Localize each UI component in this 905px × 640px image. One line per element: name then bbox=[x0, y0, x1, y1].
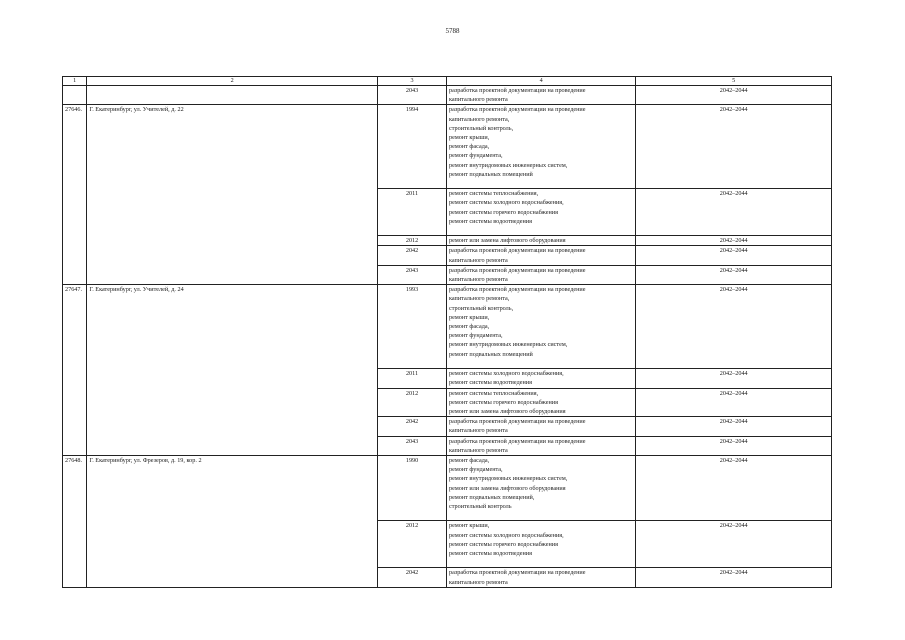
row-number: 27648. bbox=[63, 455, 87, 587]
period-cell: 2042–2044 bbox=[636, 285, 832, 369]
work-item: разработка проектной документации на проведение bbox=[448, 286, 586, 294]
work-item: строительный контроль bbox=[448, 502, 512, 510]
period-cell: 2042–2044 bbox=[636, 568, 832, 587]
work-item: разработка проектной документации на проведение bbox=[448, 106, 586, 114]
work-item: ремонт или замена лифтового оборудования bbox=[448, 237, 566, 245]
work-item: ремонт фасада, bbox=[448, 143, 490, 151]
page-number: 5788 bbox=[445, 27, 460, 35]
works-cell bbox=[446, 388, 635, 417]
work-item: ремонт системы холодного водоснабжения, bbox=[448, 531, 564, 539]
repair-schedule-table bbox=[62, 76, 832, 588]
table-header-row bbox=[63, 77, 832, 86]
table-row bbox=[63, 105, 832, 189]
period-cell: 2042–2044 bbox=[636, 265, 832, 284]
period-cell: 2042–2044 bbox=[636, 388, 832, 417]
year-cell: 2042 bbox=[378, 246, 447, 265]
work-item: капитального ремонта bbox=[448, 96, 508, 104]
work-item: разработка проектной документации на проведение bbox=[448, 418, 586, 426]
work-item: строительный контроль, bbox=[448, 304, 514, 312]
period-cell: 2042–2044 bbox=[636, 189, 832, 236]
period-cell: 2042–2044 bbox=[636, 246, 832, 265]
table-row bbox=[63, 455, 832, 520]
year-cell: 2012 bbox=[378, 521, 447, 568]
work-item: ремонт системы теплоснабжения, bbox=[448, 389, 539, 397]
column-header-works: 4 bbox=[446, 77, 635, 86]
work-item: ремонт системы водоотведения bbox=[448, 549, 532, 557]
year-cell: 2012 bbox=[378, 236, 447, 246]
column-header-period: 5 bbox=[636, 77, 832, 86]
address-cell: Г. Екатеринбург, ул. Учителей, д. 22 bbox=[87, 105, 378, 285]
work-item: разработка проектной документации на проведение bbox=[448, 569, 586, 577]
work-item: ремонт фундамента, bbox=[448, 466, 503, 474]
work-item: капитального ремонта bbox=[448, 276, 508, 284]
works-cell bbox=[446, 189, 635, 236]
work-item: ремонт фасада, bbox=[448, 456, 490, 464]
work-item: ремонт подвальных помещений bbox=[448, 170, 533, 178]
work-item: ремонт или замена лифтового оборудования bbox=[448, 484, 566, 492]
period-cell: 2042–2044 bbox=[636, 369, 832, 388]
works-cell bbox=[446, 521, 635, 568]
year-cell: 2012 bbox=[378, 388, 447, 417]
works-cell bbox=[446, 455, 635, 520]
works-cell bbox=[446, 369, 635, 388]
works-cell bbox=[446, 568, 635, 587]
work-item: ремонт подвальных помещений bbox=[448, 350, 533, 358]
work-item: ремонт или замена лифтового оборудования bbox=[448, 407, 566, 415]
work-item: ремонт системы горячего водоснабжения bbox=[448, 540, 558, 548]
works-cell bbox=[446, 236, 635, 246]
row-number bbox=[63, 86, 87, 105]
work-item: ремонт системы горячего водоснабжения bbox=[448, 208, 558, 216]
work-item: ремонт внутридомовых инженерных систем, bbox=[448, 341, 568, 349]
work-item: ремонт крыши, bbox=[448, 313, 490, 321]
works-cell bbox=[446, 417, 635, 436]
period-cell: 2042–2044 bbox=[636, 86, 832, 105]
column-header-year: 3 bbox=[378, 77, 447, 86]
work-item: ремонт системы теплоснабжения, bbox=[448, 190, 539, 198]
work-item: разработка проектной документации на проведение bbox=[448, 87, 586, 94]
work-item: ремонт внутридомовых инженерных систем, bbox=[448, 475, 568, 483]
work-item: капитального ремонта bbox=[448, 256, 508, 264]
works-cell bbox=[446, 86, 635, 105]
address-cell: Г. Екатеринбург, ул. Фрезеров, д. 19, кор. 2 bbox=[87, 455, 378, 587]
year-cell: 2043 bbox=[378, 436, 447, 455]
work-item: ремонт подвальных помещений, bbox=[448, 493, 535, 501]
work-item: ремонт крыши, bbox=[448, 522, 490, 530]
work-item: разработка проектной документации на проведение bbox=[448, 247, 586, 255]
works-cell bbox=[446, 436, 635, 455]
period-cell: 2042–2044 bbox=[636, 521, 832, 568]
work-item: ремонт фасада, bbox=[448, 323, 490, 331]
row-number: 27647. bbox=[63, 285, 87, 456]
work-item: ремонт крыши, bbox=[448, 134, 490, 142]
work-item: разработка проектной документации на проведение bbox=[448, 266, 586, 274]
year-cell: 2042 bbox=[378, 417, 447, 436]
work-item: разработка проектной документации на проведение bbox=[448, 437, 586, 445]
work-item: капитального ремонта bbox=[448, 446, 508, 454]
year-cell: 2043 bbox=[378, 265, 447, 284]
address-cell bbox=[87, 86, 378, 105]
table-row bbox=[63, 285, 832, 369]
period-cell: 2042–2044 bbox=[636, 455, 832, 520]
work-item: ремонт фундамента, bbox=[448, 152, 503, 160]
year-cell: 1993 bbox=[378, 285, 447, 369]
period-cell: 2042–2044 bbox=[636, 436, 832, 455]
row-number: 27646. bbox=[63, 105, 87, 285]
year-cell: 2011 bbox=[378, 189, 447, 236]
period-cell: 2042–2044 bbox=[636, 417, 832, 436]
work-item: капитального ремонта bbox=[448, 427, 508, 435]
column-header-address: 2 bbox=[87, 77, 378, 86]
works-cell bbox=[446, 265, 635, 284]
work-item: ремонт системы холодного водоснабжения, bbox=[448, 370, 564, 378]
column-header-number: 1 bbox=[63, 77, 87, 86]
year-cell: 2042 bbox=[378, 568, 447, 587]
work-item: ремонт системы водоотведения bbox=[448, 217, 532, 225]
period-cell: 2042–2044 bbox=[636, 105, 832, 189]
work-item: капитального ремонта, bbox=[448, 115, 510, 123]
work-item: ремонт фундамента, bbox=[448, 332, 503, 340]
period-cell: 2042–2044 bbox=[636, 236, 832, 246]
year-cell: 1994 bbox=[378, 105, 447, 189]
work-item: ремонт системы водоотведения bbox=[448, 379, 532, 387]
year-cell: 1990 bbox=[378, 455, 447, 520]
year-cell: 2011 bbox=[378, 369, 447, 388]
works-cell bbox=[446, 246, 635, 265]
works-cell bbox=[446, 105, 635, 189]
work-item: ремонт внутридомовых инженерных систем, bbox=[448, 161, 568, 169]
work-item: ремонт системы холодного водоснабжения, bbox=[448, 199, 564, 207]
address-cell: Г. Екатеринбург, ул. Учителей, д. 24 bbox=[87, 285, 378, 456]
work-item: строительный контроль, bbox=[448, 124, 514, 132]
work-item: капитального ремонта, bbox=[448, 295, 510, 303]
work-item: капитального ремонта bbox=[448, 578, 508, 586]
work-item: ремонт системы горячего водоснабжения bbox=[448, 398, 558, 406]
works-cell bbox=[446, 285, 635, 369]
table-row bbox=[63, 86, 832, 105]
year-cell: 2043 bbox=[378, 86, 447, 105]
